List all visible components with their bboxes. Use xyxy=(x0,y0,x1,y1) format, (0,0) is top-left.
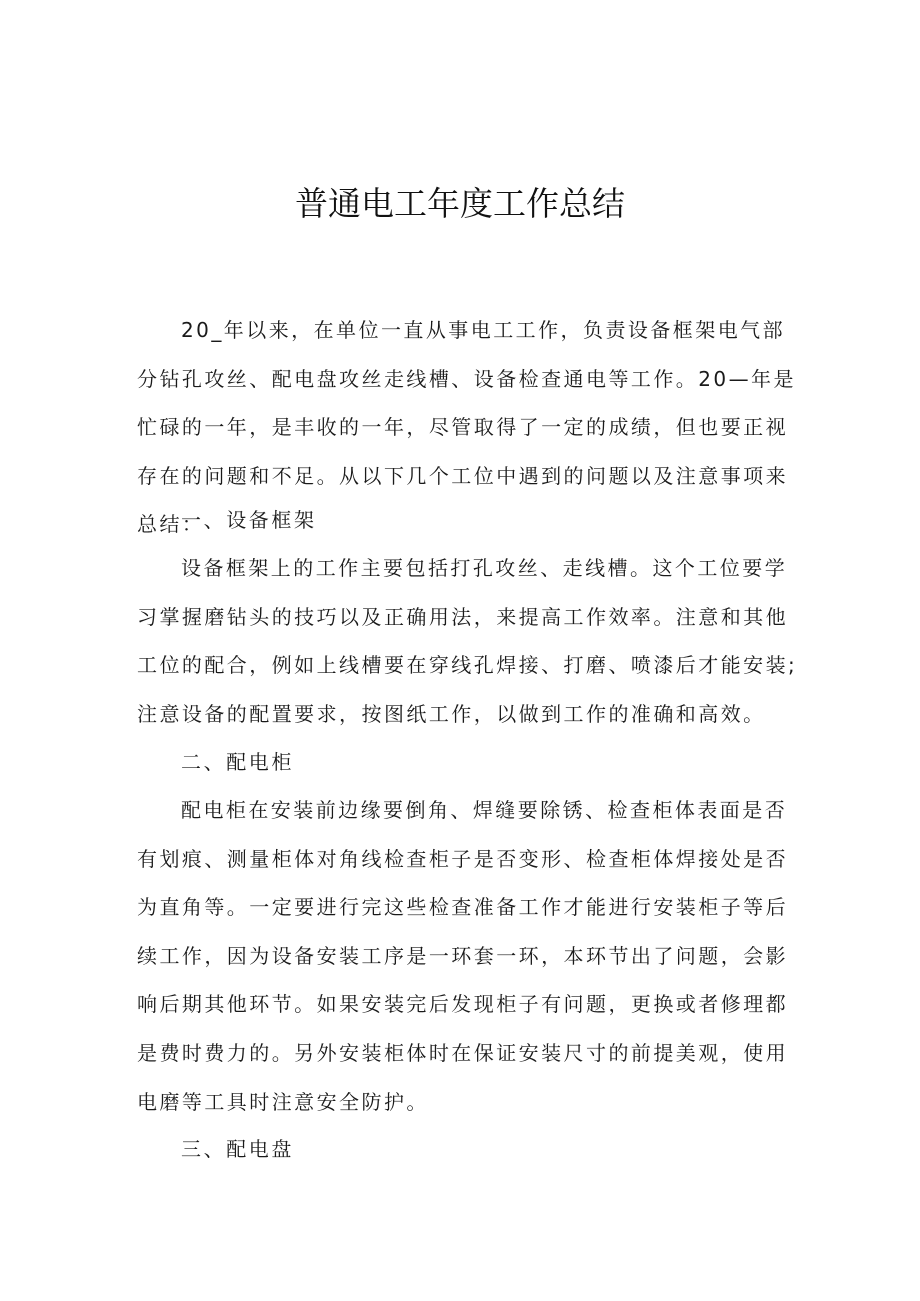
section-body-distribution-cabinet: 配电柜在安装前边缘要倒角、焊缝要除锈、检查柜体表面是否有划痕、测量柜体对角线检查柜子是否变形、检查柜体焊接处是否为直角等。一定要进行完这些检查准备工作才能进行安装柜子等后续工作，因为设备安装工序是一环套一环，本环节出了问题，会影响后期其他环节。如果安装完后发现柜子有问题，更换或者修理都是费时费力的。另外安装柜体时在保证安装尺寸的前提美观，使用电磨等工具时注意安全防护。 xyxy=(137,798,789,1114)
section-heading-equipment-frame: 一、设备框架 xyxy=(181,508,317,532)
section-heading-distribution-cabinet: 二、配电柜 xyxy=(181,750,294,774)
document-title: 普通电工年度工作总结 xyxy=(295,184,625,224)
section-heading-distribution-panel: 三、配电盘 xyxy=(181,1137,294,1161)
intro-paragraph: 20_年以来，在单位一直从事电工工作，负责设备框架电气部分钻孔攻丝、配电盘攻丝走线槽、设备检查通电等工作。20—年是忙碌的一年，是丰收的一年，尽管取得了一定的成绩，但也要正视存在的问题和不足。从以下几个工位中遇到的问题以及注意事项来总结： xyxy=(137,318,796,537)
section-body-equipment-frame: 设备框架上的工作主要包括打孔攻丝、走线槽。这个工位要学习掌握磨钻头的技巧以及正确用法，来提高工作效率。注意和其他工位的配合，例如上线槽要在穿线孔焊接、打磨、喷漆后才能安装;注意设备的配置要求，按图纸工作，以做到工作的准确和高效。 xyxy=(137,556,798,726)
